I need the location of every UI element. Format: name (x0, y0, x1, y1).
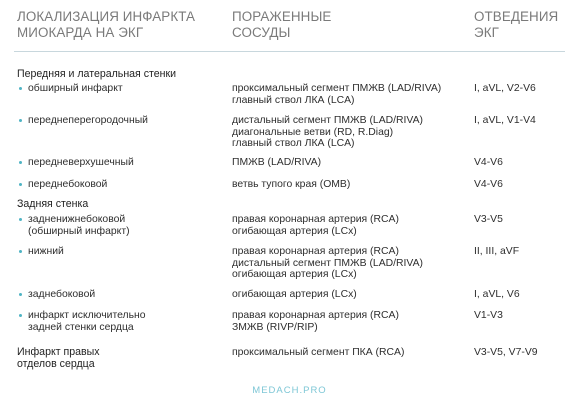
header-text: МИОКАРДА НА ЭКГ (17, 25, 144, 40)
row-leads: I, aVL, V1-V4 (474, 115, 536, 126)
row-leads: I, aVL, V2-V6 (474, 83, 536, 94)
header-text: ОТВЕДЕНИЯ (474, 9, 559, 24)
row-leads: V4-V6 (474, 157, 503, 168)
row-location: переднеперегородочный (28, 115, 148, 126)
row-vessels: правая коронарная артерия (RCA) огибающая артерия (LCx) (232, 214, 399, 237)
watermark: MEDACH.PRO (252, 385, 327, 396)
row-vessels: огибающая артерия (LCx) (232, 289, 357, 300)
bullet-icon (19, 314, 22, 317)
header-leads (474, 9, 558, 41)
row-location: передневерхушечный (28, 157, 134, 168)
section-anterior: Передняя и латеральная стенки (17, 68, 177, 80)
row-vessels: ПМЖВ (LAD/RIVA) (232, 157, 322, 168)
bullet-icon (19, 87, 22, 90)
bullet-icon (19, 183, 22, 186)
row-location: заднебоковой (28, 289, 96, 300)
section-posterior: Задняя стенка (17, 198, 89, 210)
row-leads: V1-V3 (474, 310, 503, 321)
row-location: обширный инфаркт (28, 83, 123, 94)
row-leads: V3-V5 (474, 214, 503, 225)
row-vessels: дистальный сегмент ПМЖВ (LAD/RIVA) диагональные ветви (RD, R.Diag) главный ствол ЛКА (LCA) (232, 115, 423, 150)
row-vessels: проксимальный сегмент ПКА (RCA) (232, 347, 405, 358)
row-leads: II, III, aVF (474, 246, 520, 257)
bullet-icon (19, 218, 22, 221)
header-vessels (232, 9, 331, 41)
row-vessels: правая коронарная артерия (RCA) дистальный сегмент ПМЖВ (LAD/RIVA) огибающая артерия (LCx) (232, 246, 423, 281)
bullet-icon (19, 293, 22, 296)
header-text: ПОРАЖЕННЫЕ (232, 9, 332, 24)
row-vessels: ветвь тупого края (ОМВ) (232, 179, 351, 190)
bullet-icon (19, 161, 22, 164)
row-location: нижний (28, 246, 64, 257)
row-location: задненижнебоковой (обширный инфаркт) (28, 214, 130, 237)
row-vessels: проксимальный сегмент ПМЖВ (LAD/RIVA) главный ствол ЛКА (LCA) (232, 83, 442, 106)
bullet-icon (19, 250, 22, 253)
row-leads: V3-V5, V7-V9 (474, 347, 538, 358)
row-leads: I, aVL, V6 (474, 289, 520, 300)
row-location: инфаркт исключительно задней стенки сердца (28, 310, 146, 333)
header-localization (17, 9, 195, 41)
row-location: переднебоковой (28, 179, 108, 190)
header-divider (14, 51, 565, 52)
header-text: ЛОКАЛИЗАЦИЯ ИНФАРКТА (17, 9, 196, 24)
row-vessels: правая коронарная артерия (RCA) ЗМЖВ (RIVP/RIP) (232, 310, 399, 333)
header-text: ЭКГ (474, 25, 499, 40)
bullet-icon (19, 119, 22, 122)
row-leads: V4-V6 (474, 179, 503, 190)
header-text: СОСУДЫ (232, 25, 291, 40)
row-location: Инфаркт правых отделов сердца (17, 346, 100, 370)
